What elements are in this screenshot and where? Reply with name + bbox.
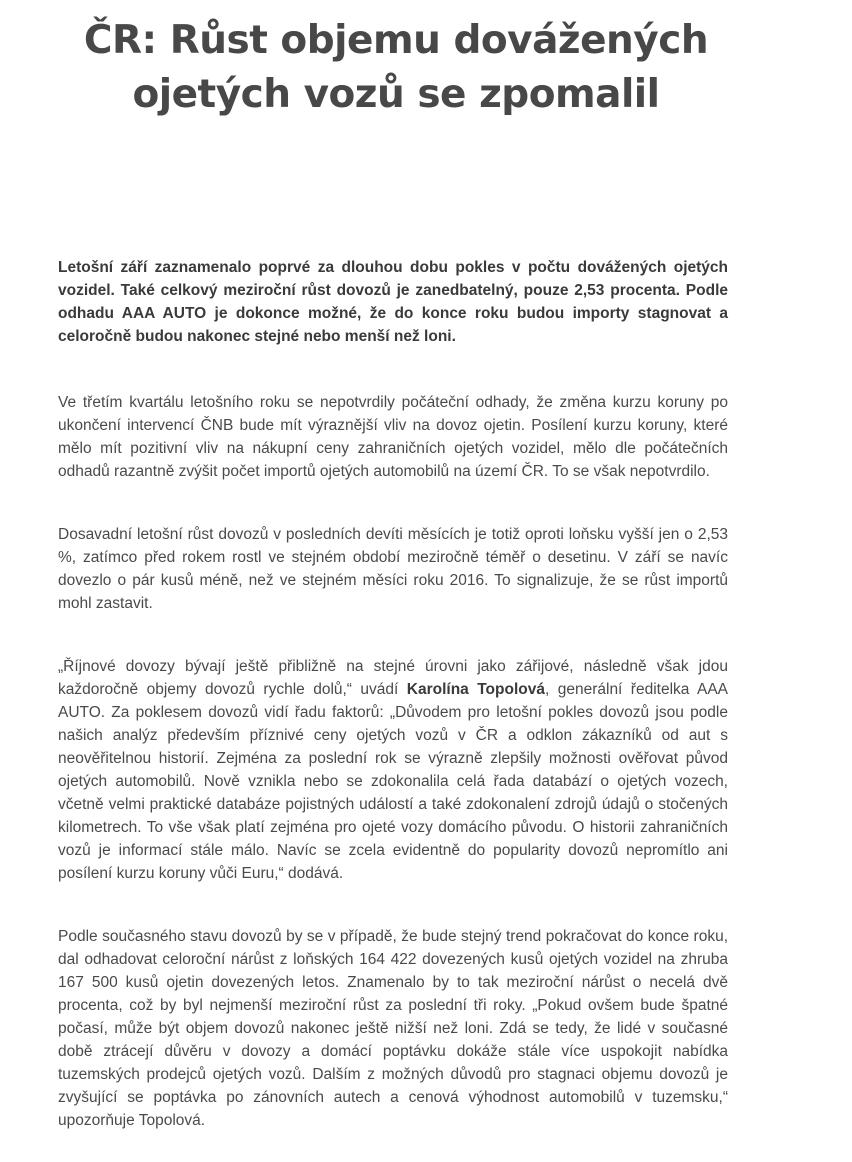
paragraph-2-text: Dosavadní letošní růst dovozů v posledních devíti měsících je totiž oproti loňsku vyšší jen o 2,53 %, zatímco před rokem rostl ve stejném období meziročně téměř o desetinu. V září se navíc dovezlo o pár kusů méně, než ve stejném měsíci roku 2016. To signalizuje, že se růst importů mohl zastavit. bbox=[58, 526, 728, 612]
paragraph-2 bbox=[58, 523, 728, 615]
quote-continuation: , generální ředitelka AAA AUTO. Za poklesem dovozů vidí řadu faktorů: „Důvodem pro letošní pokles dovozů jsou podle našich analýz především příznivé ceny ojetých vozů v ČR a odklon zákazníků od aut s neověřitelnou historií. Zejména za poslední rok se výrazně zlepšily možnosti ověřovat původ ojetých automobilů. Nově vznikla nebo se zdokonalila celá řada databází o ojetých vozech, včetně velmi praktické databáze pojistných událostí a také zdokonalení zdrojů údajů o stočených kilometrech. To vše však platí zejména pro ojeté vozy domácího původu. O historii zahraničních vozů je informací stále málo. Navíc se zcela evidentně do popularity dovozů nepromítlo ani posílení kurzu koruny vůči Euru,“ dodává. bbox=[58, 681, 728, 882]
paragraph-4 bbox=[58, 925, 728, 1132]
article-lead bbox=[58, 256, 728, 348]
quote-intro: „Říjnové dovozy bývají ještě přibližně na stejné úrovni jako zářijové, následně však jdou každoročně objemy dovozů rychle dolů,“ uvádí bbox=[58, 658, 728, 698]
article-body bbox=[58, 256, 728, 1132]
lead-paragraph: Letošní září zaznamenalo poprvé za dlouhou dobu pokles v počtu dovážených ojetých vozidel. Také celkový meziroční růst dovozů je zanedbatelný, pouze 2,53 procenta. Podle odhadu AAA AUTO je dokonce možné, že do konce roku budou importy stagnovat a celoročně budou nakonec stejné nebo menší než loni. bbox=[58, 259, 728, 345]
article-title: ČR: Růst objemu dovážených ojetých vozů se zpomalil bbox=[83, 18, 709, 117]
paragraph-3 bbox=[58, 655, 728, 885]
person-name: Karolína Topolová bbox=[406, 681, 545, 698]
paragraph-3-text bbox=[58, 655, 728, 885]
paragraph-4-text: Podle současného stavu dovozů by se v případě, že bude stejný trend pokračovat do konce roku, dal odhadovat celoroční nárůst z loňských 164 422 dovezených kusů ojetých vozidel na zhruba 167 500 kusů ojetin dovezených letos. Znamenalo by to tak meziroční nárůst o necelá dvě procenta, což by byl nejmenší meziroční růst za poslední tři roky. „Pokud ovšem bude špatné počasí, může být objem dovozů nakonec ještě nižší než loni. Zdá se tedy, že lidé v současné době ztrácejí důvěru v dovozy a domácí poptávku dokáže stále více uspokojit nabídka tuzemských prodejců ojetých vozů. Dalším z možných důvodů pro stagnaci objemu dovozů je zvyšující se poptávka po zánovních autech a cenová výhodnost automobilů v tuzemsku,“ upozorňuje Topolová. bbox=[58, 928, 728, 1129]
paragraph-1 bbox=[58, 391, 728, 483]
paragraph-1-text: Ve třetím kvartálu letošního roku se nepotvrdily počáteční odhady, že změna kurzu koruny po ukončení intervencí ČNB bude mít výraznější vliv na dovoz ojetin. Posílení kurzu koruny, které mělo mít pozitivní vliv na nákupní ceny zahraničních ojetých vozidel, mělo dle počátečních odhadů razantně zvýšit počet importů ojetých automobilů na území ČR. To se však nepotvrdilo. bbox=[58, 394, 728, 480]
